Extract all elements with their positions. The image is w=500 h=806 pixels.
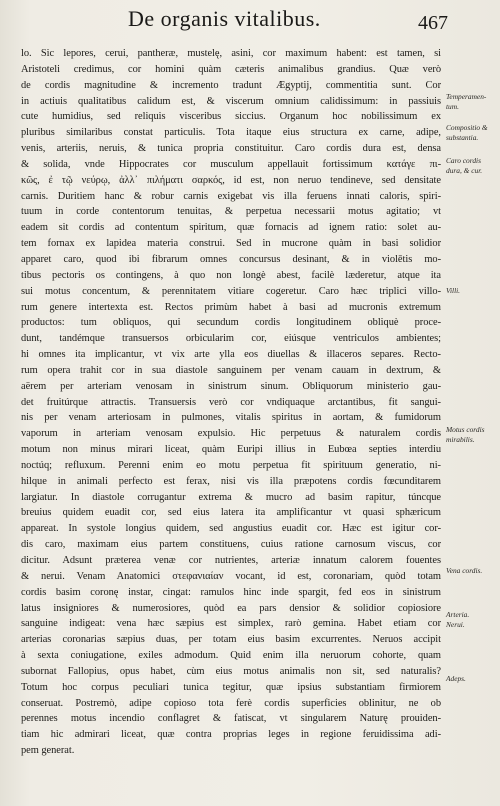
marginal-note-line: Vena cordis.: [446, 566, 483, 575]
marginal-note-line: Arteria.: [446, 610, 470, 619]
marginal-note-line: Temperamen-: [446, 92, 487, 101]
text-line: tuum in corde contentorum tenuitas, & perpetua necessarii motus agitatio; vt: [21, 206, 441, 218]
text-line: in actiuis qualitatibus calidum est, & viscerum omnium calidissimum: in passiuis: [21, 95, 441, 107]
marginal-note-line: Adeps.: [446, 674, 466, 683]
text-line: dicitur. Adsunt præterea venæ cor nutrientes, arteriæ innatum calorem fouentes: [21, 555, 441, 566]
text-line: cordis basim coronę instar, cingat: ramulos hinc inde spargit, fed eos in sinistrum: [21, 586, 441, 598]
text-line: hilque in animali perfecto est ferax, nisi vis illa præpotens cordis fœcunditarem: [21, 475, 441, 487]
text-line: noctúq; refluxum. Perenni enim eo motu perpetua fit spirituum generatio, ni-: [21, 459, 441, 471]
text-line: largiatur. In diastole corrugantur extrema & mucro ad basim rapitur, túncque: [21, 491, 441, 503]
text-line: & solida, vnde Hippocrates cor musculum appellauit fortissimum κατάγε πι-: [21, 158, 441, 170]
marginal-note-line: mirabilis.: [446, 434, 475, 444]
text-line: arterias coronarias sæpius duas, per totam eius basim excurrentes. Neruos accipit: [21, 634, 441, 646]
marginal-note-line: Nerui.: [446, 619, 465, 629]
text-line: motum non minus mirari liceat, quàm Euripi illius in Eubœa septies interdiu: [21, 444, 441, 456]
text-line: tiam hic admirari liceat, quæ contra proprias leges in regione feruidissima adi-: [21, 729, 441, 741]
text-line: hi omnes ita implicantur, vt vix arte ylla eos diuellas & illaceros separes. Recto-: [21, 349, 441, 361]
marginal-note-villi: [446, 286, 500, 296]
text-line: tem fornax ex lapidea materia construi. Sed in mucrone quàm in basi solidior: [21, 238, 441, 250]
text-line: Totum hoc corpus peculiari tunica tegitur, quæ ipsius substantiam firmiorem: [21, 681, 441, 693]
text-line: pluribus similaribus constat particulis. Tota itaque eius structura ex carne, adipe,: [21, 127, 441, 139]
text-line: perennes motus incendio conflagret & fatiscat, vt singularem Naturę prouiden-: [21, 713, 441, 725]
running-title: De organis vitalibus.: [128, 6, 321, 31]
text-line: de cordis magnitudine & incremento tradunt Ægyptij, commentitia sunt. Cor: [21, 79, 441, 91]
text-line: aërem per arteriam venosam in sinistrum sinum. Obliquorum ministerio gau-: [21, 380, 441, 392]
marginal-note-line: Villi.: [446, 286, 461, 295]
text-line: productos: tum obliquos, qui secundum cordis longitudinem obliquè proce-: [21, 317, 441, 329]
text-line: à sexta coniugatione, exiles admodum. Quid enim illa neruorum cohorte, quam: [21, 650, 441, 662]
marginal-note-compositio: [446, 123, 500, 142]
marginal-note-caro: [446, 156, 500, 175]
text-line: subornat Fallopius, opus habet, cùm eius motus animalis non sit, sed naturalis?: [21, 665, 441, 677]
text-line: & nerui. Venam Anatomici στεφανιαίαν vocant, id est, coronariam, quòd totam: [21, 570, 441, 582]
text-line: pem generat.: [21, 745, 75, 757]
text-line: dis caro, maximam eius partem constituens, cuius ratione carnosum viscus, cor: [21, 539, 441, 551]
page-header: [0, 6, 500, 40]
text-line: venis, arteriis, neruis, & tunica propria constituitur. Caro cordis dura est, densa: [21, 143, 441, 155]
marginal-note-line: Compositio &: [446, 123, 488, 132]
text-line: sanguine indigeat: vena hæc sæpius est simplex, rarò gemina. Habet etiam cor: [21, 618, 441, 630]
text-line: latus insigniores & numerosiores, quòd ea pars densior & solidior copiosiore: [21, 602, 441, 614]
text-line: Aristoteli credimus, cor homini quàm cæteris animalibus grandius. Quæ verò: [21, 63, 441, 75]
text-line: sui motus concentum, & perennitatem vitiare cogeretur. Caro hæc triplici villo-: [21, 285, 441, 297]
page-number: 467: [418, 12, 448, 34]
text-line: carnis. Duritiem hanc & robur carnis exigebat vis illa feruens innati caloris, spiri-: [21, 190, 441, 202]
text-line: tibus pectoris os contingens, à quo non longè abest, facilè læderetur, atque ita: [21, 269, 441, 281]
marginal-note-vena: [446, 566, 500, 576]
text-line: vaporum in arteriam venosam expulsio. Hic perpetuus & naturalem cordis: [21, 428, 441, 440]
text-line: appareat. In systole longius quidem, sed angustius euadit cor. Hæc est igitur cor-: [21, 523, 441, 535]
text-line: conseruat. Postremò, adipe copioso tota ferè cordis superficies oblinitur, ne ob: [21, 697, 441, 709]
text-line: apparet caro, quod ibi fibrarum omnes concursus desinant, & in violētis mo-: [21, 253, 441, 265]
text-line: rum genere intertexta est. Rectos primùm habet à basi ad mucronis extremum: [21, 301, 441, 313]
marginal-note-line: substantia.: [446, 132, 479, 142]
marginal-note-motus: [446, 425, 500, 444]
text-line: κῶς, ἐ τῷ νεύρῳ, ἀλλ᾽ πιλήματι σαρκός, id est, non neruo tendineve, sed densitate: [21, 174, 441, 186]
marginal-note-arteria: [446, 610, 500, 629]
body-text: [21, 46, 441, 759]
marginal-note-line: tum.: [446, 101, 459, 111]
marginal-note-line: Motus cordis: [446, 425, 485, 434]
text-line: eadem sit cordis ad contentum spiritum, quæ fornacis ad ignem ratio: solet au-: [21, 222, 441, 234]
marginal-note-adeps: [446, 674, 500, 684]
marginal-note-temperamentum: [446, 92, 500, 111]
marginal-note-line: Caro cordis: [446, 156, 481, 165]
text-line: nis per venam arteriosam in pulmones, vitalis spiritus in aortam, & fumidorum: [21, 412, 441, 424]
text-line: dunt, tandémque transuersos orbicularim cor, eiúsque ventriculos ambientes;: [21, 333, 441, 345]
text-line: det fruitúrque attractis. Transuersis verò cor vndiquaque arctantibus, fit sangui-: [21, 396, 441, 408]
text-line: breuius quidem euadit cor, sed eius latera ita amplificantur vt quasi sphæricum: [21, 507, 441, 519]
text-line: lo. Sic lepores, cerui, pantheræ, mustelę, asini, cor maximum habent: est tamen, si: [21, 48, 441, 59]
text-line: cute humidius, sed reliquis visceribus siccius. Organum hoc nobilissimum ex: [21, 111, 441, 123]
text-line: rum opera trahit cor in sua diastole sanguinem per venam cauam in dextrum, &: [21, 364, 441, 376]
marginal-note-line: dura, & cur.: [446, 165, 483, 175]
